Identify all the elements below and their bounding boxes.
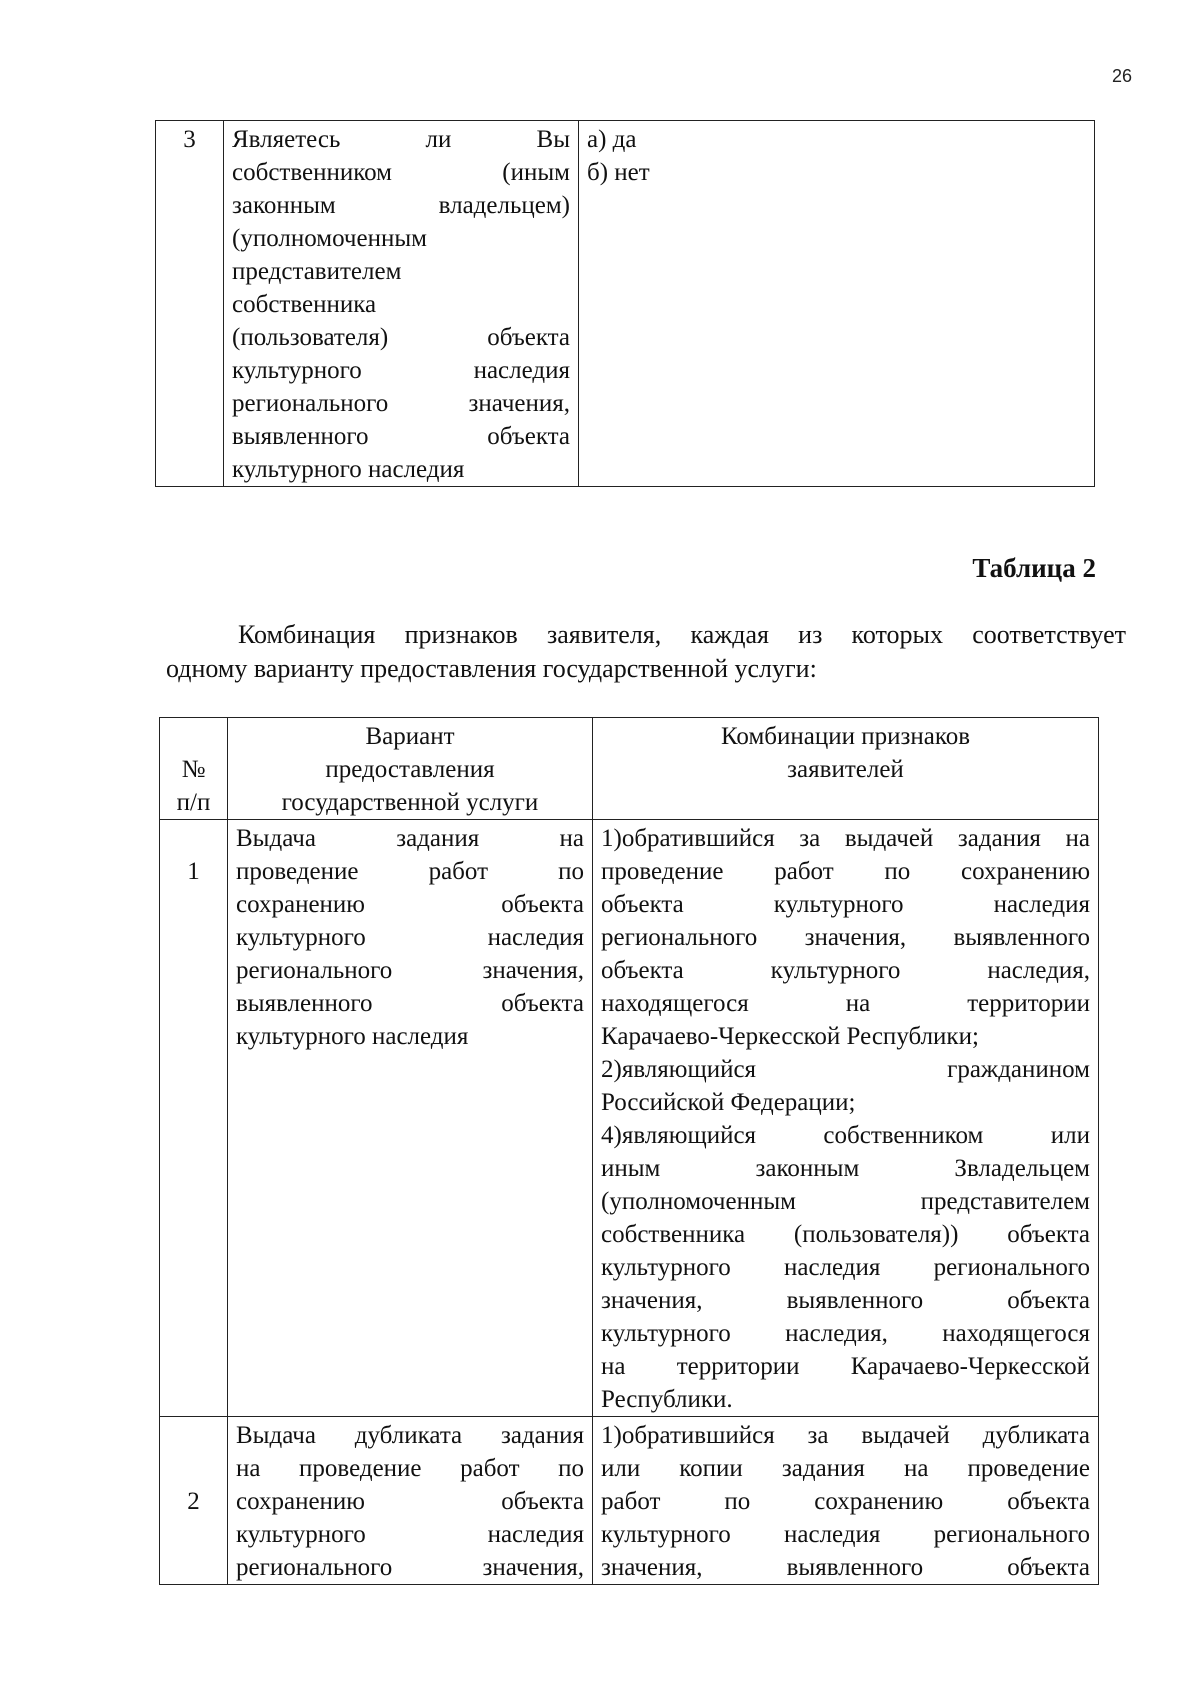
applicant-combinations-table — [159, 717, 1099, 1585]
question-line: собственником (иным — [232, 159, 570, 186]
combination-line: 2)являющийся гражданином — [601, 1056, 1090, 1083]
header-variant — [228, 718, 593, 820]
header-combination — [593, 718, 1099, 820]
combination-line: Российской Федерации; — [601, 1089, 856, 1116]
combination-line: значения, выявленного объекта — [601, 1287, 1090, 1314]
combination-line: объекта культурного наследия — [601, 891, 1090, 918]
variant-line: культурного наследия — [236, 1023, 469, 1050]
combination-line: 1)обратившийся за выдачей дубликата — [601, 1422, 1090, 1449]
row-number: 3 — [156, 121, 224, 487]
combination-line: регионального значения, выявленного — [601, 924, 1090, 951]
page-number: 26 — [1112, 66, 1133, 86]
combination-line: объекта культурного наследия, — [601, 957, 1090, 984]
combination-line: проведение работ по сохранению — [601, 858, 1090, 885]
combination-line: культурного наследия регионального — [601, 1521, 1090, 1548]
variant-line: сохранению объекта — [236, 1488, 584, 1515]
combination-line: 1)обратившийся за выдачей задания на — [601, 825, 1090, 852]
question-line: представителем — [232, 258, 402, 285]
row-number-value: 1 — [187, 858, 200, 885]
question-line: (уполномоченным — [232, 225, 427, 252]
variant-cell — [228, 1417, 593, 1585]
question-line: собственника — [232, 291, 377, 318]
combination-line: 4)являющийся собственником или — [601, 1122, 1090, 1149]
header-number-line: п/п — [176, 789, 211, 816]
combination-line: собственника (пользователя)) объекта — [601, 1221, 1090, 1248]
question-line: (пользователя) объекта — [232, 324, 570, 351]
combination-line: культурного наследия регионального — [601, 1254, 1090, 1281]
header-number-line: № — [181, 756, 206, 783]
table-caption: Таблица 2 — [972, 553, 1096, 583]
question-line: культурного наследия — [232, 456, 465, 483]
row-number — [160, 820, 228, 1417]
question-line: культурного наследия — [232, 357, 570, 384]
variant-line: сохранению объекта — [236, 891, 584, 918]
question-line: законным владельцем) — [232, 192, 570, 219]
question-line: выявленного объекта — [232, 423, 570, 450]
intro-paragraph — [166, 618, 1126, 686]
variant-line: регионального значения, — [236, 1554, 584, 1581]
table-row — [156, 121, 1095, 487]
answer-options-cell — [579, 121, 1095, 487]
variant-line: выявленного объекта — [236, 990, 584, 1017]
combination-line: значения, выявленного объекта — [601, 1554, 1090, 1581]
question-cell — [224, 121, 579, 487]
variant-line: на проведение работ по — [236, 1455, 584, 1482]
combination-cell — [593, 820, 1099, 1417]
variant-line: культурного наследия — [236, 924, 584, 951]
question-line: Являетесь ли Вы — [232, 126, 570, 153]
header-number — [160, 718, 228, 820]
combination-line: находящегося на территории — [601, 990, 1090, 1017]
intro-line: одному варианту предоставления государственной услуги: — [166, 654, 817, 683]
variant-line: регионального значения, — [236, 957, 584, 984]
answer-option-yes: а) да — [587, 126, 637, 153]
header-combination-line: Комбинации признаков — [720, 723, 971, 750]
table-row — [160, 820, 1099, 1417]
combination-line: (уполномоченным представителем — [601, 1188, 1090, 1215]
variant-line: проведение работ по — [236, 858, 584, 885]
combination-line: Республики. — [601, 1386, 733, 1413]
combination-line: или копии задания на проведение — [601, 1455, 1090, 1482]
header-variant-line: предоставления — [325, 756, 495, 783]
combination-line: работ по сохранению объекта — [601, 1488, 1090, 1515]
variant-cell — [228, 820, 593, 1417]
combination-line: иным законным Звладельцем — [601, 1155, 1090, 1182]
combination-line: культурного наследия, находящегося — [601, 1320, 1090, 1347]
header-variant-line: Вариант — [365, 723, 455, 750]
variant-line: Выдача задания на — [236, 825, 584, 852]
combination-cell — [593, 1417, 1099, 1585]
row-number-value: 2 — [187, 1488, 200, 1515]
table-header-row — [160, 718, 1099, 820]
applicant-question-table — [155, 120, 1095, 487]
header-variant-line: государственной услуги — [281, 789, 539, 816]
question-line: регионального значения, — [232, 390, 570, 417]
intro-line: Комбинация признаков заявителя, каждая из которых соответствует — [238, 620, 1126, 649]
combination-line: на территории Карачаево-Черкесской — [601, 1353, 1090, 1380]
row-number — [160, 1417, 228, 1585]
header-combination-line: заявителей — [787, 756, 904, 783]
combination-line: Карачаево-Черкесской Республики; — [601, 1023, 979, 1050]
table-row — [160, 1417, 1099, 1585]
answer-option-no: б) нет — [587, 159, 650, 186]
variant-line: Выдача дубликата задания — [236, 1422, 584, 1449]
variant-line: культурного наследия — [236, 1521, 584, 1548]
